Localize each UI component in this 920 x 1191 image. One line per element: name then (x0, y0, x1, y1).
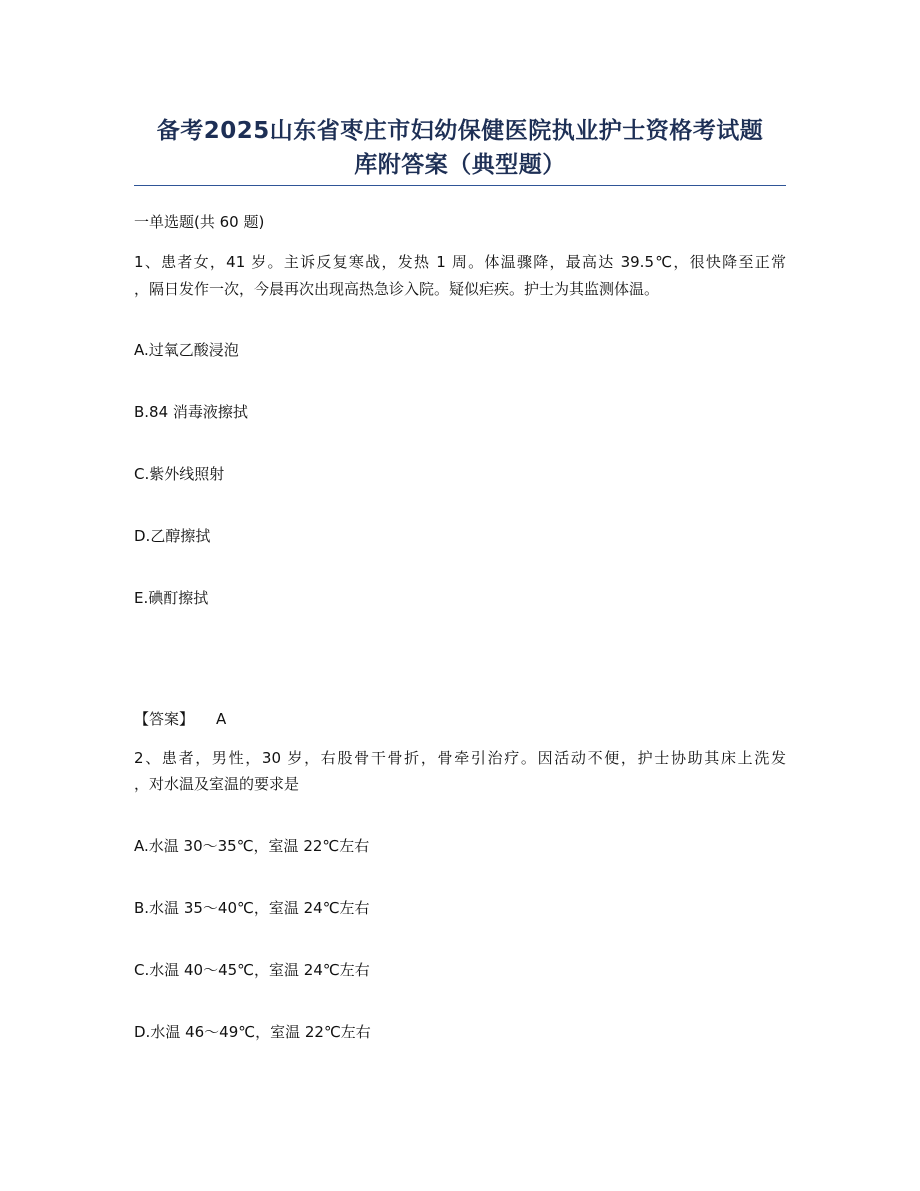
title-line-1: 备考2025山东省枣庄市妇幼保健医院执业护士资格考试题 (156, 118, 764, 144)
section-header: 一单选题(共 60 题) (134, 213, 265, 231)
question-2-option-b: B.水温 35～40℃，室温 24℃左右 (134, 899, 370, 917)
answer-value: A (216, 710, 227, 728)
question-2-line-1: 2、患者，男性，30 岁，右股骨干骨折，骨牵引治疗。因活动不便，护士协助其床上洗发 (134, 749, 786, 767)
question-2-option-a: A.水温 30～35℃，室温 22℃左右 (134, 837, 370, 855)
answer-label: 【答案】 (134, 710, 195, 728)
question-1-option-e: E.碘酊擦拭 (134, 589, 209, 607)
title-line-2: 库附答案（典型题） (354, 152, 566, 178)
title-divider (134, 185, 786, 186)
question-1-option-c: C.紫外线照射 (134, 465, 225, 483)
question-1-option-d: D.乙醇擦拭 (134, 527, 211, 545)
question-1-answer (134, 709, 226, 729)
question-1-line-1: 1、患者女，41 岁。主诉反复寒战，发热 1 周。体温骤降，最高达 39.5℃，很快降至正常 (134, 253, 786, 271)
question-2-line-2: ，对水温及室温的要求是 (134, 775, 300, 793)
question-2-option-c: C.水温 40～45℃，室温 24℃左右 (134, 961, 370, 979)
question-2-option-d: D.水温 46～49℃，室温 22℃左右 (134, 1023, 371, 1041)
question-1-line-2: ，隔日发作一次，今晨再次出现高热急诊入院。疑似疟疾。护士为其监测体温。 (134, 280, 660, 298)
document-title (134, 114, 786, 182)
question-1-option-b: B.84 消毒液擦拭 (134, 403, 248, 421)
question-1-option-a: A.过氧乙酸浸泡 (134, 341, 239, 359)
